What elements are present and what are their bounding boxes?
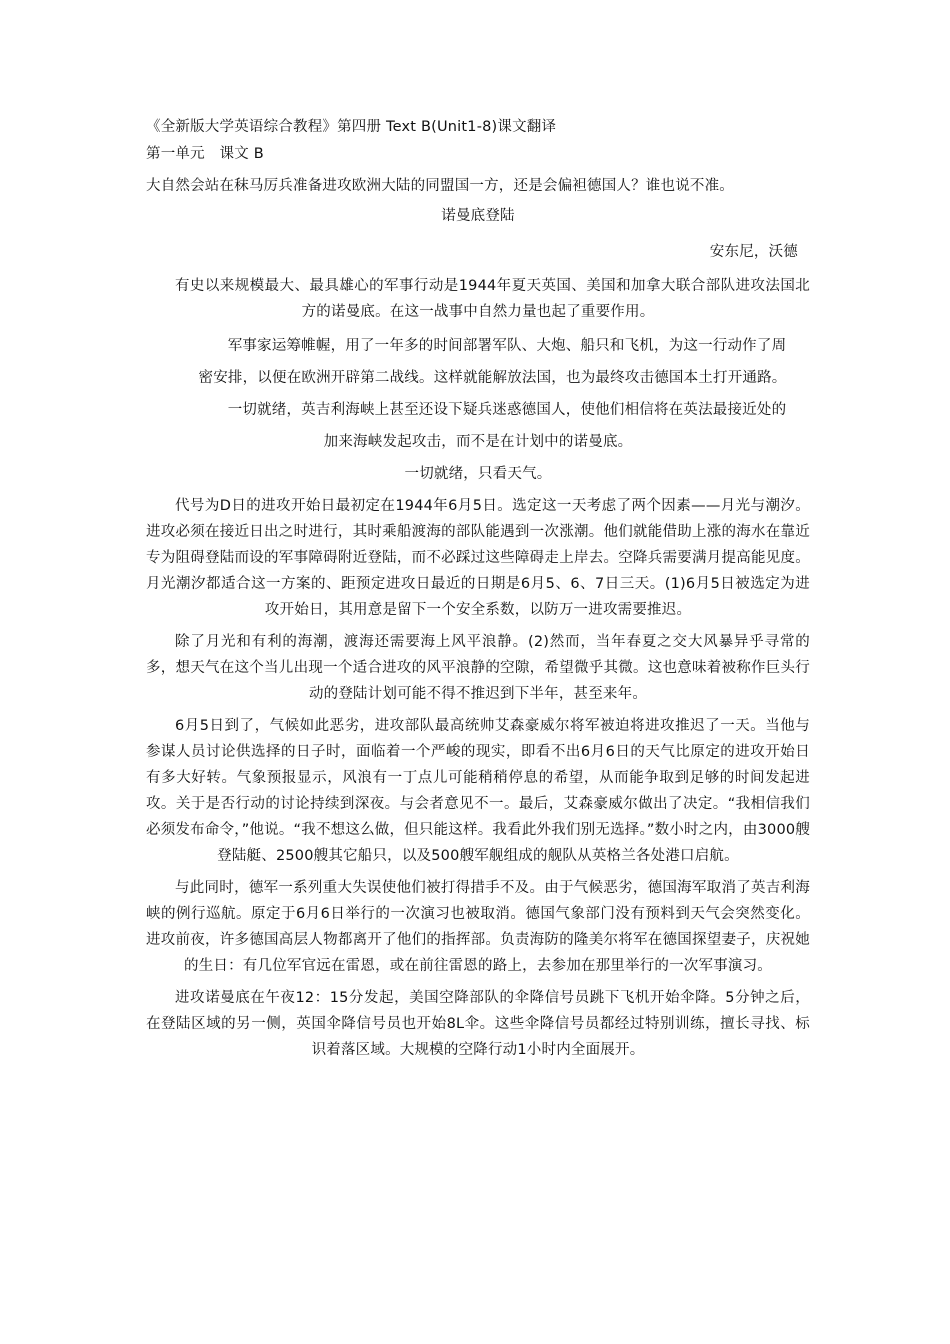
paragraph-4: 一切就绪，英吉利海峡上甚至还设下疑兵迷惑德国人，使他们相信将在英法最接近处的 <box>227 402 787 418</box>
paragraph-8: 除了月光和有利的海潮，渡海还需要海上风平浪静。(2)然而，当年春夏之交大风暴异乎寻常的多，想天气在这个当儿出现一个适合进攻的风平浪静的空隙，希望微乎其微。这也意味着被称作巨头行动的登陆计划可能不得不推迟到下半年，甚至来年。 <box>146 634 810 702</box>
paragraph-9: 6月5日到了，气候如此恶劣，进攻部队最高统帅艾森豪威尔将军被迫将进攻推迟了一天。当他与参谋人员讨论供选择的日子时，面临着一个严峻的现实，即看不出6月6日的天气比原定的进攻开始日有多大好转。气象预报显示，风浪有一丁点儿可能稍稍停息的希望，从而能争取到足够的时间发起进攻。关于是否行动的讨论持续到深夜。与会者意见不一。最后，艾森豪威尔做出了决定。“我相信我们必须发布命令，”他说。“我不想这么做，但只能这样。我看此外我们别无选择。”数小时之内，由3000艘登陆艇、2500艘其它船只，以及500艘军舰组成的舰队从英格兰各处港口启航。 <box>146 718 810 864</box>
paragraph-1: 有史以来规模最大、最具雄心的军事行动是1944年夏天英国、美国和加拿大联合部队进攻法国北方的诺曼底。在这一战事中自然力量也起了重要作用。 <box>175 278 810 320</box>
author-name: 安东尼，沃德 <box>709 244 798 260</box>
paragraph-2: 军事家运筹帷幄，用了一年多的时间部署军队、大炮、船只和飞机，为这一行动作了周 <box>227 338 787 354</box>
paragraph-5: 加来海峡发起攻击，而不是在计划中的诺曼底。 <box>323 434 633 450</box>
unit-heading: 第一单元 课文 B <box>146 146 264 162</box>
article-title: 诺曼底登陆 <box>441 208 515 224</box>
paragraph-3: 密安排，以便在欧洲开辟第二战线。这样就能解放法国，也为最终攻击德国本土打开通路。 <box>198 370 787 386</box>
lead-sentence: 大自然会站在秣马厉兵准备进攻欧洲大陆的同盟国一方，还是会偏袒德国人？谁也说不准。 <box>146 178 734 194</box>
document-title: 《全新版大学英语综合教程》第四册 Text B(Unit1-8)课文翻译 <box>146 119 557 135</box>
paragraph-10: 与此同时，德军一系列重大失误使他们被打得措手不及。由于气候恶劣，德国海军取消了英吉利海峡的例行巡航。原定于6月6日举行的一次演习也被取消。德国气象部门没有预料到天气会突然变化。进攻前夜，许多德国高层人物都离开了他们的指挥部。负责海防的隆美尔将军在德国探望妻子，庆祝她的生日：有几位军官远在雷恩，或在前往雷恩的路上，去参加在那里举行的一次军事演习。 <box>146 880 810 974</box>
document-page <box>146 114 810 1063</box>
paragraph-7: 代号为D日的进攻开始日最初定在1944年6月5日。选定这一天考虑了两个因素——月光与潮汐。进攻必须在接近日出之时进行，其时乘船渡海的部队能遇到一次涨潮。他们就能借助上涨的海水在靠近专为阻碍登陆而设的军事障碍附近登陆，而不必踩过这些障碍走上岸去。空降兵需要满月提高能见度。月光潮汐都适合这一方案的、距预定进攻日最近的日期是6月5、6、7日三天。(1)6月5日被选定为进攻开始日，其用意是留下一个安全系数，以防万一进攻需要推迟。 <box>146 498 810 618</box>
paragraph-6: 一切就绪，只看天气。 <box>404 466 552 482</box>
paragraph-11: 进攻诺曼底在午夜12：15分发起，美国空降部队的伞降信号员跳下飞机开始伞降。5分钟之后，在登陆区域的另一侧，英国伞降信号员也开始8L伞。这些伞降信号员都经过特别训练，擅长寻找、标识着落区域。大规模的空降行动1小时内全面展开。 <box>146 990 810 1058</box>
